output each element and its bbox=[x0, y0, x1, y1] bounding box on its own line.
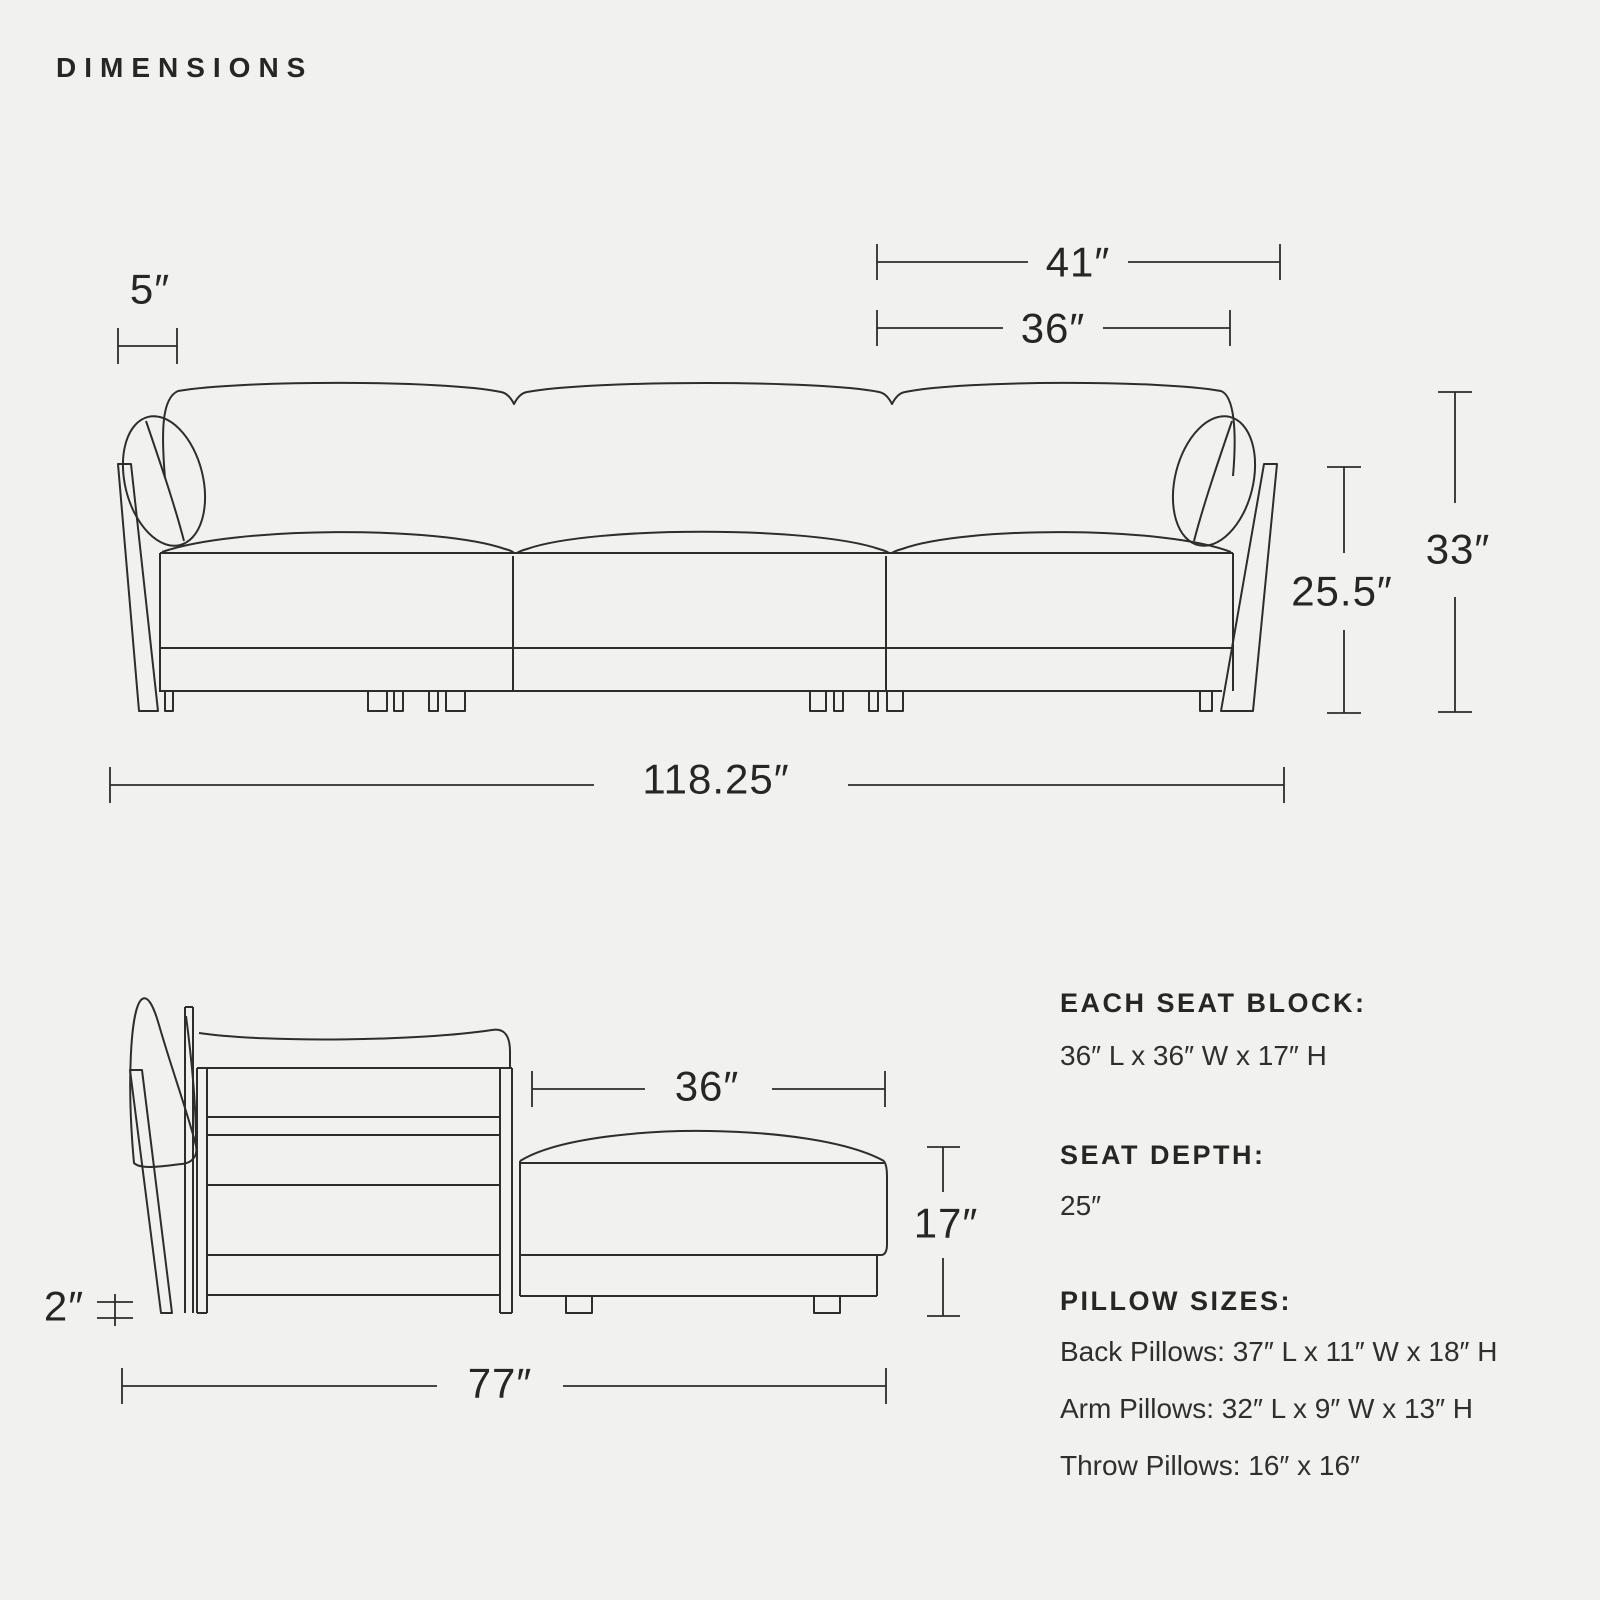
front-right-bolster-seam bbox=[1194, 421, 1232, 541]
spec-seat-depth-value: 25″ bbox=[1060, 1190, 1102, 1221]
dim-line-arm-width bbox=[118, 328, 177, 364]
dim-label-overall-depth: 77″ bbox=[467, 1359, 533, 1407]
side-seat-cushion-body bbox=[520, 1161, 887, 1296]
side-back-cushion-seam bbox=[186, 1016, 196, 1142]
front-leg bbox=[446, 691, 465, 711]
dim-label-leg-height: 2″ bbox=[43, 1282, 85, 1330]
spec-pillow-sizes-heading: PILLOW SIZES: bbox=[1060, 1286, 1292, 1316]
side-leg bbox=[814, 1296, 840, 1313]
dim-label-arm-width: 5″ bbox=[129, 265, 171, 313]
side-back-cushion-top bbox=[199, 1030, 510, 1067]
sofa-front-view-drawing bbox=[110, 383, 1277, 711]
front-leg bbox=[887, 691, 903, 711]
page-title: DIMENSIONS bbox=[56, 52, 314, 83]
front-back-cushions-outline bbox=[163, 383, 1235, 478]
spec-seat-block-value: 36″ L x 36″ W x 17″ H bbox=[1060, 1040, 1327, 1071]
front-leg bbox=[810, 691, 826, 711]
sofa-side-view-drawing bbox=[130, 998, 887, 1313]
front-leg bbox=[1200, 691, 1212, 711]
spec-pillow-throw: Throw Pillows: 16″ x 16″ bbox=[1060, 1450, 1360, 1481]
side-frame-posts bbox=[197, 1068, 512, 1313]
dim-line-leg-height bbox=[97, 1294, 133, 1326]
spec-seat-block-heading: EACH SEAT BLOCK: bbox=[1060, 988, 1367, 1018]
front-seat-base-frame bbox=[159, 553, 1233, 691]
dim-label-overall-height: 33″ bbox=[1425, 525, 1491, 573]
front-leg bbox=[869, 691, 878, 711]
dim-label-seat-height: 17″ bbox=[913, 1199, 979, 1247]
front-view-dimensions bbox=[110, 239, 1490, 804]
side-frame-rails bbox=[197, 1068, 512, 1295]
spec-seat-depth-heading: SEAT DEPTH: bbox=[1060, 1140, 1266, 1170]
side-seat-cushion-arc bbox=[520, 1131, 884, 1161]
side-leg bbox=[566, 1296, 592, 1313]
spec-pillow-back: Back Pillows: 37″ L x 11″ W x 18″ H bbox=[1060, 1336, 1498, 1367]
front-leg bbox=[368, 691, 387, 711]
front-leg bbox=[165, 691, 173, 711]
front-leg bbox=[834, 691, 843, 711]
side-back-flare-panel bbox=[130, 1070, 172, 1313]
front-leg bbox=[394, 691, 403, 711]
front-left-bolster-seam bbox=[146, 421, 184, 541]
front-leg bbox=[429, 691, 438, 711]
dim-label-seat-block-length: 36″ bbox=[674, 1062, 740, 1110]
dim-label-seat-back-height: 25.5″ bbox=[1291, 567, 1393, 615]
dim-label-seat-width: 36″ bbox=[1020, 304, 1086, 352]
dim-label-arm-to-seat-span: 41″ bbox=[1045, 238, 1111, 286]
front-seat-cushion-arcs bbox=[162, 532, 1231, 553]
dim-label-overall-width: 118.25″ bbox=[642, 755, 790, 803]
front-left-arm bbox=[118, 464, 158, 711]
spec-pillow-arm: Arm Pillows: 32″ L x 9″ W x 13″ H bbox=[1060, 1393, 1474, 1424]
